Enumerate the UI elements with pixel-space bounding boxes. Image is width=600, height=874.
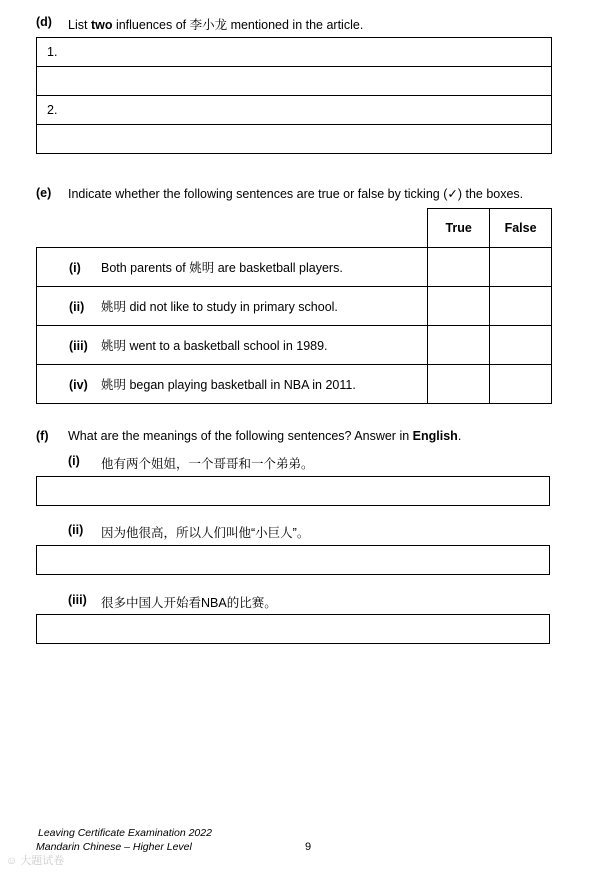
answer-line-1[interactable]: 1.	[37, 38, 552, 67]
f-item-ii-number: (ii)	[68, 523, 84, 537]
tick-false-i[interactable]	[490, 248, 552, 287]
header-false: False	[490, 209, 552, 248]
tick-false-ii[interactable]	[490, 287, 552, 326]
f-item-iii-number: (iii)	[68, 593, 87, 607]
tick-true-iv[interactable]	[428, 365, 490, 404]
f-item-i-sentence: 他有两个姐姐，一个哥哥和一个弟弟。	[101, 457, 314, 471]
watermark-icon: ☺	[6, 855, 18, 867]
answer-line-1-continued[interactable]	[37, 67, 552, 96]
footer-subject: Mandarin Chinese – Higher Level	[36, 841, 192, 853]
tick-true-i[interactable]	[428, 248, 490, 287]
watermark: ☺ 大题试卷	[6, 855, 65, 867]
statement-i: (i) Both parents of 姚明 are basketball players.	[37, 248, 428, 287]
tick-false-iv[interactable]	[490, 365, 552, 404]
footer-exam-title: Leaving Certificate Examination 2022	[38, 827, 212, 839]
tick-true-iii[interactable]	[428, 326, 490, 365]
answer-line-2-continued[interactable]	[37, 125, 552, 154]
answer-line-2[interactable]: 2.	[37, 96, 552, 125]
tick-true-ii[interactable]	[428, 287, 490, 326]
f-item-iii-sentence: 很多中国人开始看NBA的比赛。	[101, 596, 277, 610]
answer-table-d	[36, 37, 552, 154]
question-e-letter: (e)	[36, 186, 52, 200]
statement-ii: (ii) 姚明 did not like to study in primary school.	[37, 287, 428, 326]
question-d-prompt: List two influences of 李小龙 mentioned in the article.	[68, 18, 364, 32]
question-f-letter: (f)	[36, 429, 49, 443]
question-d-letter: (d)	[36, 15, 52, 29]
f-item-ii-sentence: 因为他很高，所以人们叫他“小巨人”。	[101, 526, 310, 540]
true-false-table	[36, 208, 552, 404]
header-true: True	[428, 209, 490, 248]
statement-iv: (iv) 姚明 began playing basketball in NBA in 2011.	[37, 365, 428, 404]
f-item-i-number: (i)	[68, 454, 80, 468]
tick-false-iii[interactable]	[490, 326, 552, 365]
question-f-prompt: What are the meanings of the following sentences? Answer in English.	[68, 429, 462, 443]
page-number: 9	[305, 841, 312, 853]
statement-iii: (iii) 姚明 went to a basketball school in 1989.	[37, 326, 428, 365]
f-answer-box-iii[interactable]	[36, 614, 550, 644]
f-answer-box-i[interactable]	[36, 476, 550, 506]
f-answer-box-ii[interactable]	[36, 545, 550, 575]
header-blank	[37, 209, 428, 248]
question-e-prompt: Indicate whether the following sentences are true or false by ticking (✓) the boxes.	[68, 187, 524, 201]
